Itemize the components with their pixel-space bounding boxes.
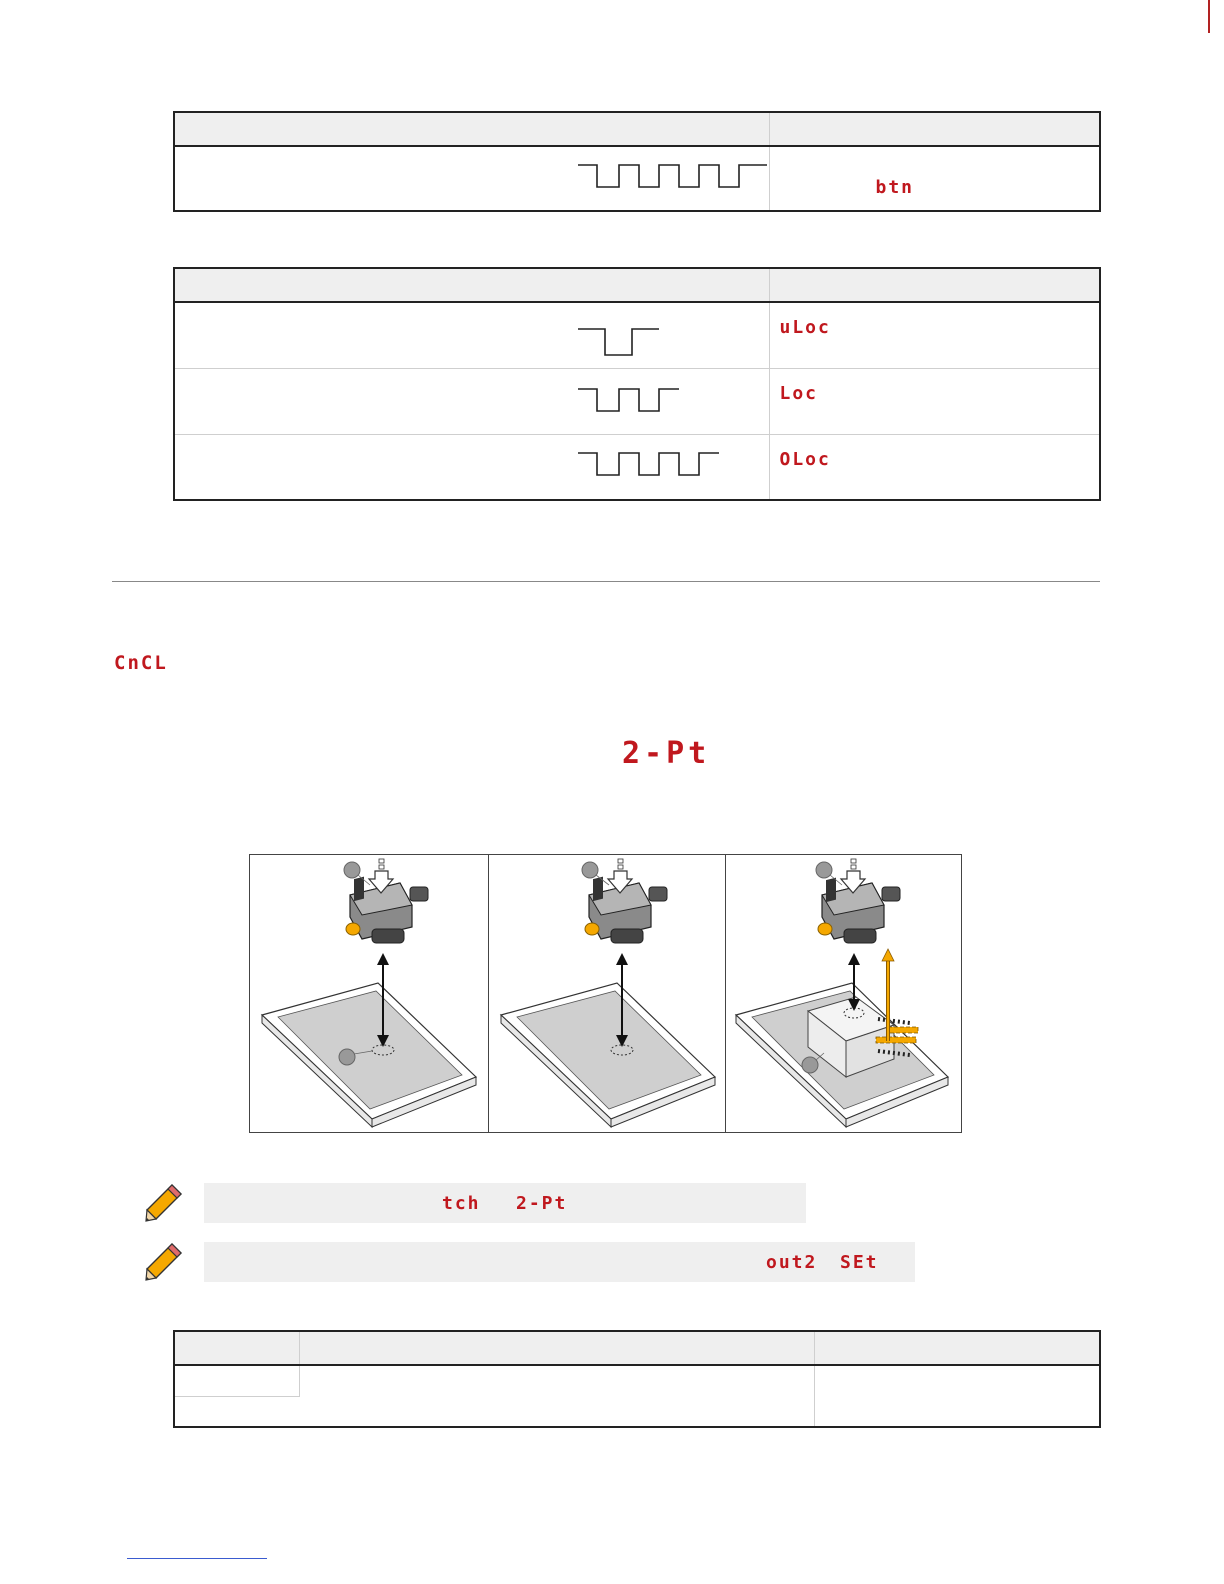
button-pulse-table <box>173 111 1101 212</box>
page-edge-mark <box>1208 0 1210 33</box>
callout-circle-icon <box>344 862 360 878</box>
note-code-b: SEt <box>840 1252 879 1273</box>
distance-arrow-icon <box>848 953 860 1011</box>
note-box <box>204 1183 806 1223</box>
pencil-icon <box>144 1242 184 1282</box>
footer-link-underline <box>127 1558 267 1559</box>
note-box <box>204 1242 915 1282</box>
callout-circle-icon <box>802 1057 818 1073</box>
lock-pulse-table <box>173 267 1101 501</box>
single-pulse-icon <box>578 327 668 359</box>
display-code: OLoc <box>779 448 831 470</box>
triple-pulse-icon <box>578 451 728 479</box>
double-pulse-icon <box>578 387 688 417</box>
table-header-row <box>174 268 1100 302</box>
section-divider <box>112 581 1100 582</box>
teach-procedure-figure <box>249 854 962 1133</box>
figure-panel-1 <box>250 855 488 1132</box>
figure-panel-2 <box>488 855 726 1132</box>
note-code-a: tch <box>442 1193 481 1214</box>
conveyor-surface-icon <box>501 983 715 1127</box>
table-row <box>174 434 1100 500</box>
note-code-a: out2 <box>766 1252 818 1273</box>
display-code: btn <box>875 177 915 198</box>
table-row <box>174 368 1100 434</box>
teach-display-code: 2-Pt <box>622 736 711 771</box>
display-code: Loc <box>779 382 819 404</box>
table-header-row <box>174 112 1100 146</box>
pencil-icon <box>144 1183 184 1223</box>
sensor-icon <box>818 878 900 943</box>
callout-circle-icon <box>582 862 598 878</box>
note-code-b: 2-Pt <box>516 1193 568 1214</box>
figure-panel-3 <box>725 855 962 1132</box>
callout-circle-icon <box>339 1049 355 1065</box>
table-row <box>174 302 1100 368</box>
table-row <box>174 146 1100 211</box>
table-header-row <box>174 1331 1100 1365</box>
display-code: uLoc <box>779 317 831 338</box>
cancel-display-code: CnCL <box>114 652 168 674</box>
pulse-train-icon <box>578 163 768 191</box>
callout-circle-icon <box>816 862 832 878</box>
conveyor-surface-icon <box>262 983 476 1127</box>
teach-steps-table <box>173 1330 1101 1428</box>
table-row <box>174 1365 1100 1396</box>
